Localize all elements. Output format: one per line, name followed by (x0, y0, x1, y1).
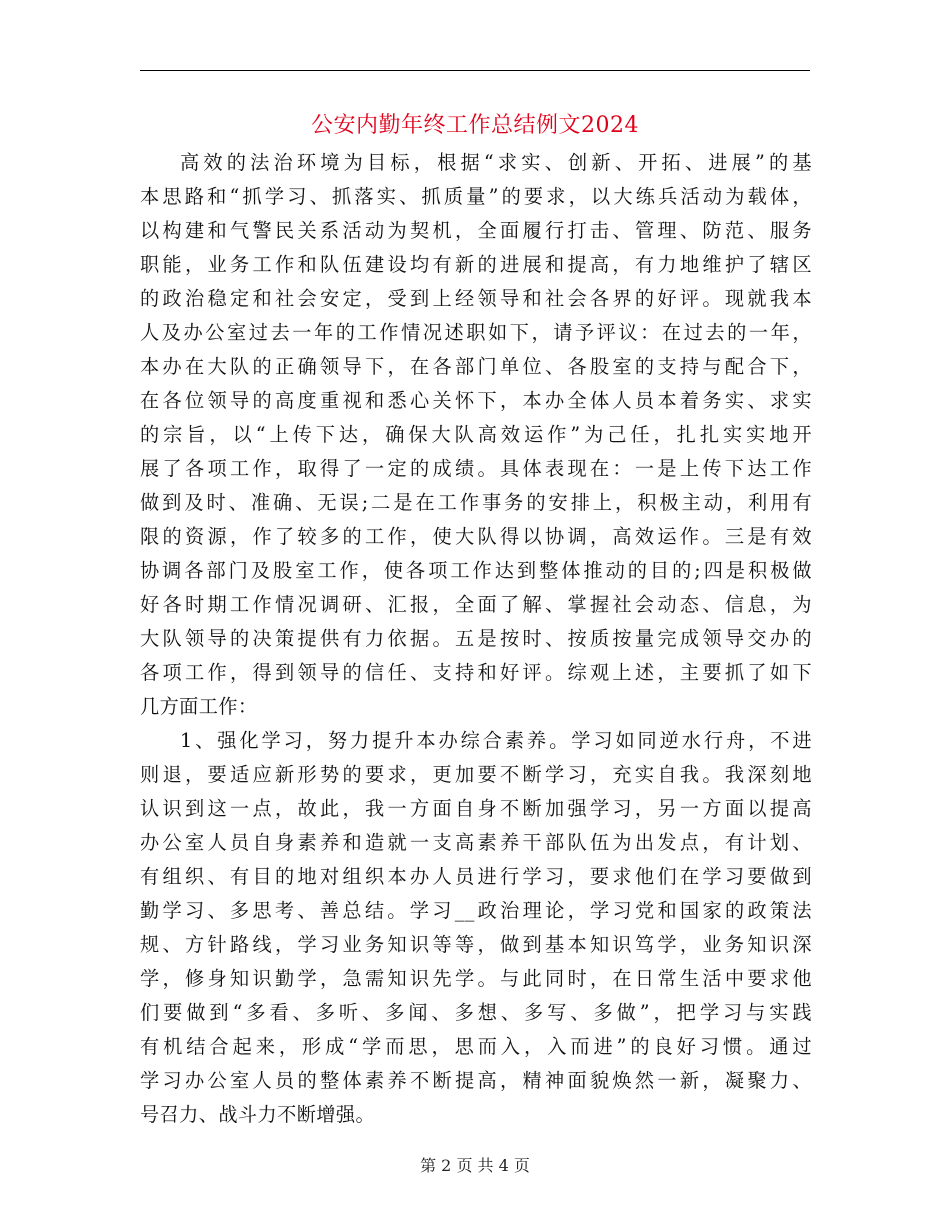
paragraph-line: 以构建和气警民关系活动为契机，全面履行打击、管理、防范、服务 (140, 219, 812, 242)
header-rule (140, 70, 810, 71)
paragraph-line: 规、方针路线，学习业务知识等等，做到基本知识笃学，业务知识深 (140, 933, 812, 956)
document-title: 公安内勤年终工作总结例文2024 (311, 113, 639, 138)
paragraph-line: 人及办公室过去一年的工作情况述职如下，请予评议：在过去的一年， (140, 321, 812, 344)
paragraph-line: 在各位领导的高度重视和悉心关怀下，本办全体人员本着务实、求实 (140, 389, 812, 412)
paragraph-line: 们要做到“多看、多听、多闻、多想、多写、多做”，把学习与实践 (140, 1001, 812, 1024)
paragraph-line: 职能，业务工作和队伍建设均有新的进展和提高，有力地维护了辖区 (140, 253, 812, 276)
page-footer: 第 2 页 共 4 页 (420, 1156, 530, 1175)
paragraph-line: 几方面工作： (140, 695, 258, 718)
paragraph-line: 各项工作，得到领导的信任、支持和好评。综观上述，主要抓了如下 (140, 661, 812, 684)
paragraph-line: 做到及时、准确、无误;二是在工作事务的安排上，积极主动，利用有 (140, 491, 812, 514)
paragraph-line: 的政治稳定和社会安定，受到上经领导和社会各界的好评。现就我本 (140, 287, 812, 310)
paragraph-line: 认识到这一点，故此，我一方面自身不断加强学习，另一方面以提高 (140, 797, 812, 820)
paragraph-line: 协调各部门及股室工作，使各项工作达到整体推动的目的;四是积极做 (140, 559, 812, 582)
paragraph-line: 大队领导的决策提供有力依据。五是按时、按质按量完成领导交办的 (140, 627, 812, 650)
paragraph-line: 则退，要适应新形势的要求，更加要不断学习，充实自我。我深刻地 (140, 763, 812, 786)
paragraph-line: 办公室人员自身素养和造就一支高素养干部队伍为出发点，有计划、 (140, 831, 812, 854)
paragraph-line: 号召力、战斗力不断增强。 (140, 1103, 376, 1126)
paragraph-line: 勤学习、多思考、善总结。学习__政治理论，学习党和国家的政策法 (140, 899, 812, 922)
paragraph-line: 学习办公室人员的整体素养不断提高，精神面貌焕然一新，凝聚力、 (140, 1069, 812, 1092)
paragraph-line: 展了各项工作，取得了一定的成绩。具体表现在：一是上传下达工作 (140, 457, 812, 480)
paragraph-line: 学，修身知识勤学，急需知识先学。与此同时，在日常生活中要求他 (140, 967, 812, 990)
paragraph-line: 限的资源，作了较多的工作，使大队得以协调，高效运作。三是有效 (140, 525, 812, 548)
paragraph-line: 好各时期工作情况调研、汇报，全面了解、掌握社会动态、信息，为 (140, 593, 812, 616)
paragraph-line: 有组织、有目的地对组织本办人员进行学习，要求他们在学习要做到 (140, 865, 812, 888)
paragraph-first-line: 高效的法治环境为目标，根据“求实、创新、开拓、进展”的基 (180, 151, 812, 174)
paragraph-line: 有机结合起来，形成“学而思，思而入，入而进”的良好习惯。通过 (140, 1035, 812, 1058)
paragraph-first-line: 1、强化学习，努力提升本办综合素养。学习如同逆水行舟，不进 (180, 729, 812, 752)
paragraph-line: 的宗旨，以“上传下达，确保大队高效运作”为己任，扎扎实实地开 (140, 423, 812, 446)
paragraph-line: 本思路和“抓学习、抓落实、抓质量”的要求，以大练兵活动为载体， (140, 185, 812, 208)
paragraph-line: 本办在大队的正确领导下，在各部门单位、各股室的支持与配合下， (140, 355, 812, 378)
